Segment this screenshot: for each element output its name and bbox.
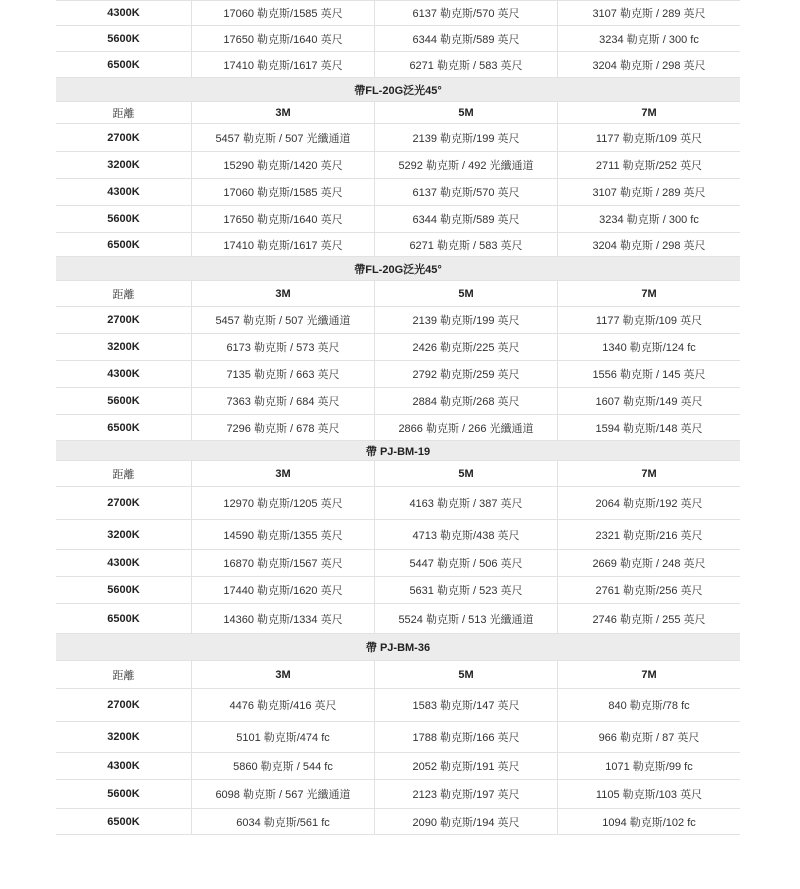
table-row bbox=[56, 307, 740, 334]
value-cell-3m: 17060 勒克斯/1585 英尺 bbox=[191, 1, 374, 25]
row-label-cell: 3200K bbox=[107, 159, 140, 171]
section-title: 帶FL-20G泛光45° bbox=[354, 84, 442, 97]
value-cell-7m: 1177 勒克斯/109 英尺 bbox=[557, 124, 740, 151]
row-label-cell: 距離 bbox=[112, 468, 135, 481]
value-cell-5m: 5M bbox=[374, 102, 557, 123]
value-cell-3m: 4476 勒克斯/416 英尺 bbox=[191, 689, 374, 721]
value-cell-5m: 1583 勒克斯/147 英尺 bbox=[374, 689, 557, 721]
value-cell-5m: 2139 勒克斯/199 英尺 bbox=[374, 307, 557, 333]
value-cell-5m: 2123 勒克斯/197 英尺 bbox=[374, 780, 557, 808]
value-cell-5m: 6137 勒克斯/570 英尺 bbox=[374, 1, 557, 25]
table-row bbox=[56, 780, 740, 809]
row-label-cell: 2700K bbox=[107, 131, 140, 144]
value-cell-3m: 6034 勒克斯/561 fc bbox=[191, 809, 374, 834]
value-cell-7m: 2669 勒克斯 / 248 英尺 bbox=[557, 550, 740, 576]
row-label-cell: 6500K bbox=[107, 815, 140, 828]
row-label-cell: 距離 bbox=[112, 288, 135, 301]
value-cell-7m: 1071 勒克斯/99 fc bbox=[557, 753, 740, 779]
value-cell-5m: 6271 勒克斯 / 583 英尺 bbox=[374, 52, 557, 77]
section-title-bar bbox=[56, 257, 740, 281]
value-cell-5m: 2052 勒克斯/191 英尺 bbox=[374, 753, 557, 779]
table-row bbox=[56, 388, 740, 415]
value-cell-7m: 1094 勒克斯/102 fc bbox=[557, 809, 740, 834]
row-label-cell: 5600K bbox=[107, 32, 140, 45]
row-label-cell: 4300K bbox=[107, 186, 140, 198]
value-cell-5m: 6344 勒克斯/589 英尺 bbox=[374, 206, 557, 232]
table-row bbox=[56, 26, 740, 52]
value-cell-7m: 7M bbox=[557, 102, 740, 123]
spec-table bbox=[56, 0, 740, 835]
value-cell-3m: 17440 勒克斯/1620 英尺 bbox=[191, 577, 374, 603]
table-row bbox=[56, 753, 740, 780]
row-label-cell: 6500K bbox=[107, 421, 140, 434]
distance-header-row bbox=[56, 102, 740, 124]
value-cell-7m: 1105 勒克斯/103 英尺 bbox=[557, 780, 740, 808]
value-cell-5m: 2866 勒克斯 / 266 光纖通道 bbox=[374, 415, 557, 440]
value-cell-3m: 17410 勒克斯/1617 英尺 bbox=[191, 52, 374, 77]
value-cell-3m: 3M bbox=[191, 461, 374, 486]
table-row bbox=[56, 604, 740, 634]
section-title: 帶FL-20G泛光45° bbox=[354, 263, 442, 276]
value-cell-5m: 6271 勒克斯 / 583 英尺 bbox=[374, 233, 557, 256]
row-label-cell: 距離 bbox=[112, 107, 135, 120]
value-cell-3m: 7135 勒克斯 / 663 英尺 bbox=[191, 361, 374, 387]
table-row bbox=[56, 550, 740, 577]
value-cell-3m: 5457 勒克斯 / 507 光纖通道 bbox=[191, 307, 374, 333]
value-cell-3m: 5101 勒克斯/474 fc bbox=[191, 722, 374, 752]
row-label-cell: 4300K bbox=[107, 368, 140, 380]
value-cell-5m: 5631 勒克斯 / 523 英尺 bbox=[374, 577, 557, 603]
row-label-cell: 3200K bbox=[107, 341, 140, 353]
table-row bbox=[56, 152, 740, 179]
value-cell-5m: 6344 勒克斯/589 英尺 bbox=[374, 26, 557, 51]
table-row bbox=[56, 233, 740, 257]
value-cell-7m: 3107 勒克斯 / 289 英尺 bbox=[557, 179, 740, 205]
row-label-cell: 3200K bbox=[107, 528, 140, 541]
value-cell-7m: 2761 勒克斯/256 英尺 bbox=[557, 577, 740, 603]
value-cell-5m: 5M bbox=[374, 661, 557, 688]
row-label-cell: 2700K bbox=[107, 699, 140, 711]
value-cell-3m: 6098 勒克斯 / 567 光纖通道 bbox=[191, 780, 374, 808]
value-cell-5m: 2090 勒克斯/194 英尺 bbox=[374, 809, 557, 834]
value-cell-5m: 2139 勒克斯/199 英尺 bbox=[374, 124, 557, 151]
table-row bbox=[56, 52, 740, 78]
value-cell-3m: 17650 勒克斯/1640 英尺 bbox=[191, 206, 374, 232]
table-row bbox=[56, 0, 740, 26]
value-cell-3m: 5457 勒克斯 / 507 光纖通道 bbox=[191, 124, 374, 151]
section-title: 帶 PJ-BM-36 bbox=[365, 642, 431, 654]
value-cell-3m: 3M bbox=[191, 661, 374, 688]
value-cell-5m: 5M bbox=[374, 281, 557, 306]
distance-header-row bbox=[56, 661, 740, 689]
value-cell-5m: 4163 勒克斯 / 387 英尺 bbox=[374, 487, 557, 519]
table-row bbox=[56, 722, 740, 753]
section-title-bar bbox=[56, 78, 740, 102]
value-cell-7m: 1607 勒克斯/149 英尺 bbox=[557, 388, 740, 414]
value-cell-7m: 1340 勒克斯/124 fc bbox=[557, 334, 740, 360]
value-cell-5m: 4713 勒克斯/438 英尺 bbox=[374, 520, 557, 549]
row-label-cell: 3200K bbox=[107, 731, 140, 743]
section-title-bar bbox=[56, 634, 740, 661]
value-cell-7m: 1556 勒克斯 / 145 英尺 bbox=[557, 361, 740, 387]
table-row bbox=[56, 415, 740, 441]
table-row bbox=[56, 809, 740, 835]
value-cell-5m: 5M bbox=[374, 461, 557, 486]
row-label-cell: 4300K bbox=[107, 557, 140, 569]
row-label-cell: 4300K bbox=[107, 760, 140, 772]
table-row bbox=[56, 334, 740, 361]
row-label-cell: 2700K bbox=[107, 314, 140, 326]
value-cell-5m: 5292 勒克斯 / 492 光纖通道 bbox=[374, 152, 557, 178]
value-cell-7m: 7M bbox=[557, 281, 740, 306]
value-cell-3m: 7296 勒克斯 / 678 英尺 bbox=[191, 415, 374, 440]
value-cell-3m: 5860 勒克斯 / 544 fc bbox=[191, 753, 374, 779]
table-row bbox=[56, 179, 740, 206]
value-cell-5m: 2884 勒克斯/268 英尺 bbox=[374, 388, 557, 414]
row-label-cell: 5600K bbox=[107, 395, 140, 407]
table-row bbox=[56, 361, 740, 388]
value-cell-7m: 1594 勒克斯/148 英尺 bbox=[557, 415, 740, 440]
row-label-cell: 4300K bbox=[107, 7, 140, 19]
distance-header-row bbox=[56, 461, 740, 487]
row-label-cell: 5600K bbox=[107, 584, 140, 596]
value-cell-7m: 2321 勒克斯/216 英尺 bbox=[557, 520, 740, 549]
value-cell-5m: 2792 勒克斯/259 英尺 bbox=[374, 361, 557, 387]
value-cell-5m: 6137 勒克斯/570 英尺 bbox=[374, 179, 557, 205]
value-cell-7m: 3234 勒克斯 / 300 fc bbox=[557, 206, 740, 232]
value-cell-5m: 1788 勒克斯/166 英尺 bbox=[374, 722, 557, 752]
value-cell-7m: 3204 勒克斯 / 298 英尺 bbox=[557, 52, 740, 77]
value-cell-7m: 2711 勒克斯/252 英尺 bbox=[557, 152, 740, 178]
value-cell-3m: 16870 勒克斯/1567 英尺 bbox=[191, 550, 374, 576]
value-cell-3m: 17060 勒克斯/1585 英尺 bbox=[191, 179, 374, 205]
row-label-cell: 6500K bbox=[107, 238, 140, 251]
table-row bbox=[56, 520, 740, 550]
table-row bbox=[56, 206, 740, 233]
value-cell-7m: 2746 勒克斯 / 255 英尺 bbox=[557, 604, 740, 633]
value-cell-7m: 840 勒克斯/78 fc bbox=[557, 689, 740, 721]
row-label-cell: 5600K bbox=[107, 213, 140, 225]
value-cell-3m: 14360 勒克斯/1334 英尺 bbox=[191, 604, 374, 633]
value-cell-5m: 5447 勒克斯 / 506 英尺 bbox=[374, 550, 557, 576]
value-cell-7m: 7M bbox=[557, 461, 740, 486]
value-cell-7m: 966 勒克斯 / 87 英尺 bbox=[557, 722, 740, 752]
row-label-cell: 6500K bbox=[107, 58, 140, 71]
value-cell-7m: 1177 勒克斯/109 英尺 bbox=[557, 307, 740, 333]
value-cell-7m: 3204 勒克斯 / 298 英尺 bbox=[557, 233, 740, 256]
row-label-cell: 距離 bbox=[112, 669, 135, 682]
value-cell-3m: 3M bbox=[191, 102, 374, 123]
row-label-cell: 6500K bbox=[107, 612, 140, 625]
value-cell-3m: 17650 勒克斯/1640 英尺 bbox=[191, 26, 374, 51]
row-label-cell: 2700K bbox=[107, 497, 140, 509]
value-cell-7m: 7M bbox=[557, 661, 740, 688]
section-title: 帶 PJ-BM-19 bbox=[365, 445, 431, 458]
value-cell-3m: 3M bbox=[191, 281, 374, 306]
value-cell-7m: 3234 勒克斯 / 300 fc bbox=[557, 26, 740, 51]
value-cell-5m: 2426 勒克斯/225 英尺 bbox=[374, 334, 557, 360]
row-label-cell: 5600K bbox=[107, 788, 140, 800]
table-row bbox=[56, 487, 740, 520]
table-row bbox=[56, 124, 740, 152]
value-cell-3m: 12970 勒克斯/1205 英尺 bbox=[191, 487, 374, 519]
value-cell-5m: 5524 勒克斯 / 513 光纖通道 bbox=[374, 604, 557, 633]
value-cell-3m: 7363 勒克斯 / 684 英尺 bbox=[191, 388, 374, 414]
value-cell-3m: 14590 勒克斯/1355 英尺 bbox=[191, 520, 374, 549]
value-cell-7m: 3107 勒克斯 / 289 英尺 bbox=[557, 1, 740, 25]
table-row bbox=[56, 689, 740, 722]
value-cell-3m: 6173 勒克斯 / 573 英尺 bbox=[191, 334, 374, 360]
value-cell-3m: 17410 勒克斯/1617 英尺 bbox=[191, 233, 374, 256]
value-cell-3m: 15290 勒克斯/1420 英尺 bbox=[191, 152, 374, 178]
distance-header-row bbox=[56, 281, 740, 307]
table-row bbox=[56, 577, 740, 604]
section-title-bar bbox=[56, 441, 740, 461]
value-cell-7m: 2064 勒克斯/192 英尺 bbox=[557, 487, 740, 519]
